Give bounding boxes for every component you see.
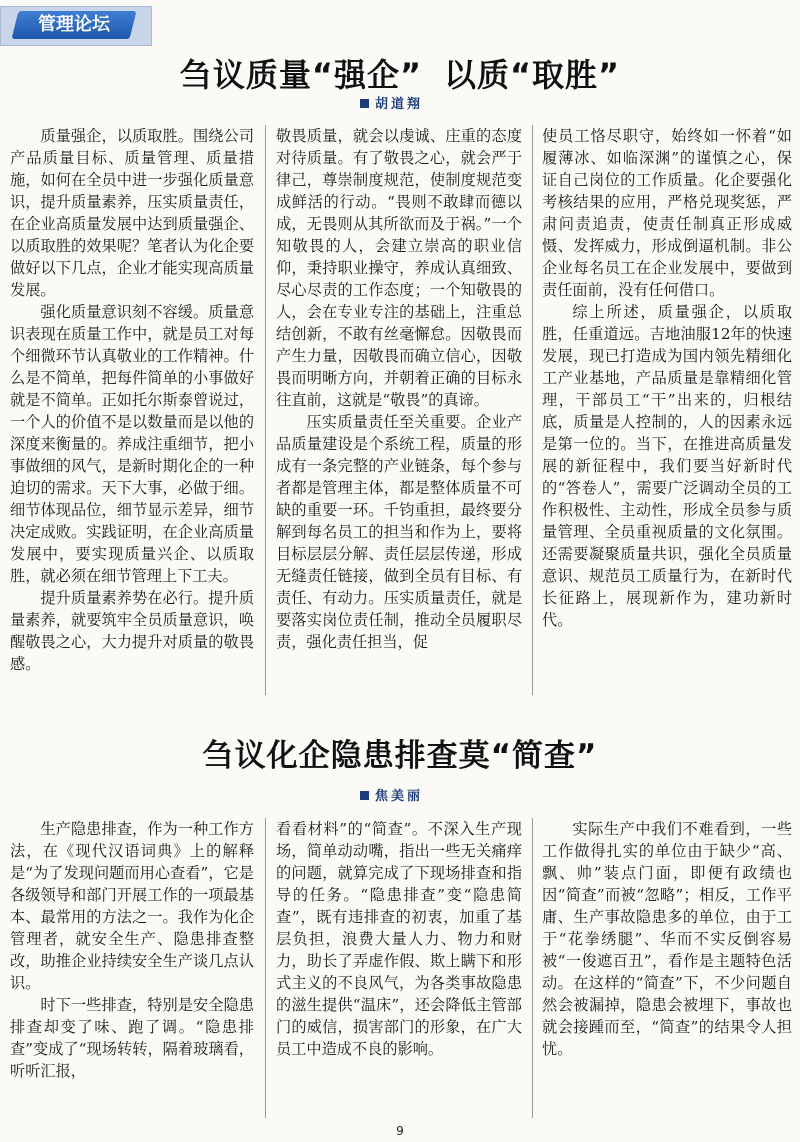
paragraph: 提升质量素养势在必行。提升质量素养，就要筑牢全员质量意识，唤醒敬畏之心，大力提升对质量的敬畏感。: [10, 589, 254, 673]
article-1-title-part-a: 刍议质量“强企”: [179, 56, 422, 94]
paragraph: 使员工恪尽职守，始终如一怀着“如履薄冰、如临深渊”的谨慎之心，保证自己岗位的工作质量。化企要强化考核结果的应用，严格兑现奖惩，严肃问责追责，使责任制真正形成威慑、发挥威力，形成倒逼机制。非公企业每名员工在企业发展中，要做到责任面前，没有任何借口。: [542, 127, 792, 299]
article-2-author: 焦美丽: [375, 789, 424, 804]
byline-square-icon: [360, 99, 369, 108]
page-number: 9: [396, 1124, 404, 1138]
paragraph: 压实质量责任至关重要。企业产品质量建设是个系统工程，质量的形成有一条完整的产业链条，每个参与者都是管理主体，都是整体质量不可缺的重要一环。千钧重担，最终要分解到每名员工的担当和作为上，要将目标层层分解、责任层层传递，形成无缝责任链接，做到全员有目标、有责任、有动力。压实质量责任，就是要落实岗位责任制，推动全员履职尽责，强化责任担当，促: [276, 413, 522, 651]
column-divider: [532, 818, 533, 1118]
paragraph: 强化质量意识刻不容缓。质量意识表现在质量工作中，就是员工对每个细微环节认真敬业的工作精神。什么是不简单，把每件简单的小事做好就是不简单。正如托尔斯泰曾说过，一个人的价值不是以数量而是以他的深度来衡量的。养成注重细节，把小事做细的风气，是新时期化企的一种迫切的需求。天下大事，必做于细。细节体现品位，细节显示差异，细节决定成败。实践证明，在企业高质量发展中，要实现质量兴企、以质取胜，就必须在细节管理上下工夫。: [10, 303, 254, 585]
article-2-byline: [360, 785, 500, 804]
paragraph: 实际生产中我们不难看到，一些工作做得扎实的单位由于缺少“高、飘、帅”装点门面，即便有政绩也因“简查”而被“忽略”；相反，工作平庸、生产事故隐患多的单位，由于工于“花拳绣腿”、华而不实反倒容易被“一俊遮百丑”，看作是主题特色活动。在这样的“简查”下，不少问题自然会被漏掉，隐患会被埋下，事故也就会接踵而至，“简查”的结果令人担忧。: [542, 820, 792, 1058]
article-1-title-part-b: 以质“取胜”: [444, 56, 621, 94]
article-1-column-2: [276, 125, 522, 695]
paragraph: 综上所述，质量强企，以质取胜，任重道远。吉地油服12年的快速发展，现已打造成为国内领先精细化工产业基地，产品质量是靠精细化管理，干部员工“干”出来的，归根结底，质量是人控制的，人的因素永远是第一位的。当下，在推进高质量发展的新征程中，我们要当好新时代的“答卷人”，需要广泛调动全员的工作积极性、主动性，形成全员参与质量管理、全员重视质量的文化氛围。还需要凝聚质量共识，强化全员质量意识、规范员工质量行为，在新时代长征路上，展现新作为，建功新时代。: [542, 303, 792, 629]
paragraph: 敬畏质量，就会以虔诚、庄重的态度对待质量。有了敬畏之心，就会严于律己，尊崇制度规范，使制度规范变成鲜活的行动。“畏则不敢肆而德以成，无畏则从其所欲而及于祸。”一个知敬畏的人，会建立崇高的职业信仰，秉持职业操守，养成认真细致、尽心尽责的工作态度；一个知敬畏的人，会在专业专注的基础上，注重总结创新，不敢有丝毫懈怠。因敬畏而产生力量，因敬畏而确立信心，因敬畏而明晰方向，并朝着正确的目标永往直前，这就是“敬畏”的真谛。: [276, 127, 522, 409]
article-2-column-3: [542, 818, 792, 1118]
article-hazard-inspection: [0, 700, 800, 1120]
article-2-column-1: [10, 818, 254, 1118]
article-1-byline: [360, 93, 500, 112]
article-1-author: 胡道翔: [375, 97, 424, 112]
section-label: 管理论坛: [38, 14, 110, 35]
paragraph: 看看材料”的“简查”。不深入生产现场，简单动动嘴，指出一些无关痛痒的问题，就算完成了下现场排查和指导的任务。“隐患排查”变“隐患简查”，既有违排查的初衷，加重了基层负担，浪费大量人力、物力和财力，助长了弄虚作假、欺上瞒下和形式主义的不良风气，为各类事故隐患的滋生提供“温床”，还会降低主管部门的威信，损害部门的形象，在广大员工中造成不良的影响。: [276, 820, 522, 1058]
article-2-column-2: [276, 818, 522, 1118]
column-divider: [265, 125, 266, 695]
article-1-column-1: [10, 125, 254, 695]
paragraph: 质量强企，以质取胜。围绕公司产品质量目标、质量管理、质量措施，如何在全员中进一步强化质量意识，提升质量素养，压实质量责任，在企业高质量发展中达到质量强企、以质取胜的效果呢？笔者认为化企要做好以下几点，企业才能实现高质量发展。: [10, 127, 254, 299]
column-divider: [265, 818, 266, 1118]
paragraph: 生产隐患排查，作为一种工作方法，在《现代汉语词典》上的解释是“为了发现问题而用心查看”，它是各级领导和部门开展工作的一项最基本、最常用的方法之一。我作为化企管理者，就安全生产、隐患排查整改，助推企业持续安全生产谈几点认识。: [10, 820, 254, 992]
article-1-column-3: [542, 125, 792, 695]
article-1-title: [0, 50, 800, 96]
column-divider: [532, 125, 533, 695]
article-2-title: 刍议化企隐患排查莫“简查”: [202, 738, 598, 774]
byline-square-icon: [360, 791, 369, 800]
paragraph: 时下一些排查，特别是安全隐患排查却变了味、跑了调。“隐患排查”变成了“现场转转，隔着玻璃看，听听汇报，: [10, 996, 254, 1080]
